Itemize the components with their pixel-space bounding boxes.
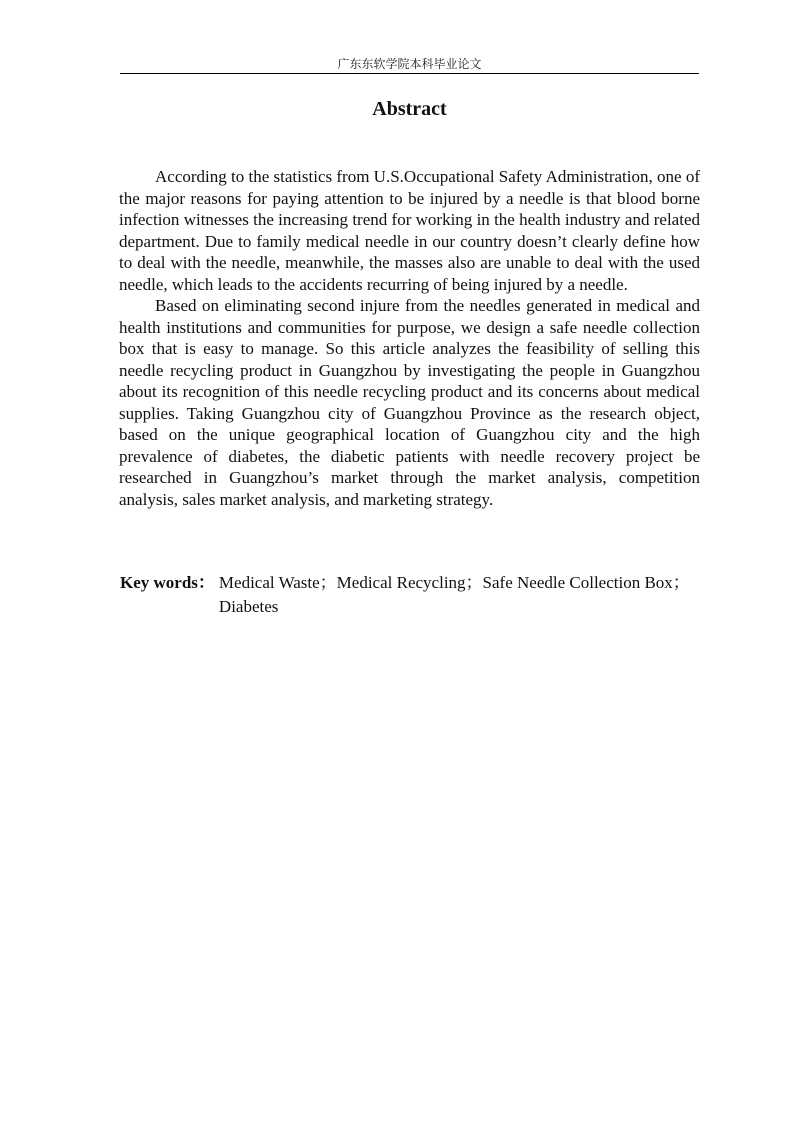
running-header: 广东东软学院本科毕业论文 xyxy=(337,57,482,71)
header-divider xyxy=(120,73,699,74)
keywords-block xyxy=(120,571,700,619)
abstract-body xyxy=(119,166,700,510)
abstract-paragraph-1: According to the statistics from U.S.Occupational Safety Administration, one of the major reasons for paying attention to be injured by a needle is that blood borne infection witnesses the increasing trend for working in the health industry and related department. Due to family medical needle in our country doesn’t clearly define how to deal with the needle, meanwhile, the masses also are unable to deal with the used needle, which leads to the accidents recurring of being injured by a needle. xyxy=(119,167,700,294)
keywords-label: Key words： xyxy=(120,573,215,592)
abstract-paragraph-2: Based on eliminating second injure from the needles generated in medical and health institutions and communities for purpose, we design a safe needle collection box that is easy to manage. So this article analyzes the feasibility of selling this needle recycling product in Guangzhou by investigating the people in Guangzhou about its recognition of this needle recycling product and its concerns about medical supplies. Taking Guangzhou city of Guangzhou Province as the research object, based on the unique geographical location of Guangzhou city and the high prevalence of diabetes, the diabetic patients with needle recovery project be researched in Guangzhou’s market through the market analysis, competition analysis, sales market analysis, and marketing strategy. xyxy=(119,296,700,509)
abstract-title: Abstract xyxy=(372,98,447,120)
keywords-list: Medical Waste；Medical Recycling；Safe Needle Collection Box；Diabetes xyxy=(218,573,690,616)
